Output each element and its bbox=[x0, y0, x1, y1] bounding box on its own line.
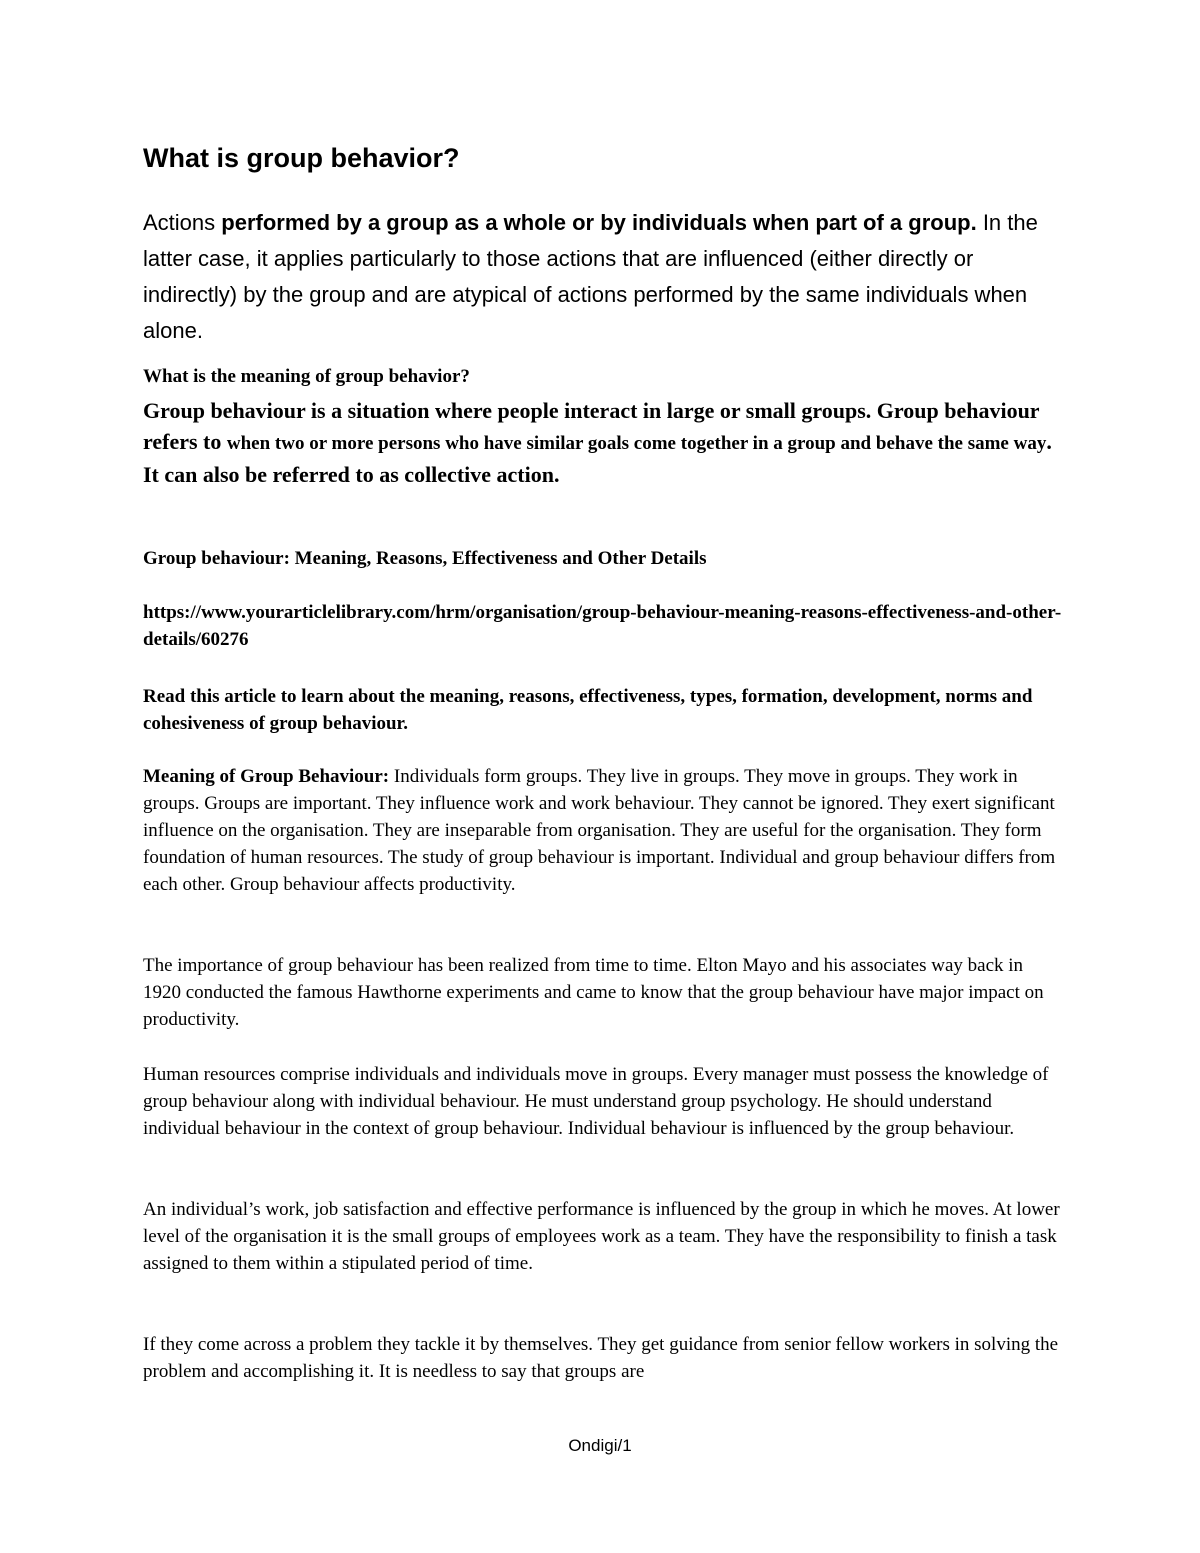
page-footer: Ondigi/1 bbox=[568, 1436, 632, 1455]
meaning-answer bbox=[143, 395, 1073, 490]
meaning-section-text: Individuals form groups. They live in groups. They move in groups. They work in groups. Groups are important. They influence work and work behaviour. They cannot be ignored. They exert significant influence on the organisation. They are inseparable from organisation. They are useful for the organisation. They form foundation of human resources. The study of group behaviour is important. Individual and group behaviour differs from each other. Group behaviour affects productivity. bbox=[143, 766, 1056, 895]
article-url[interactable]: https://www.yourarticlelibrary.com/hrm/organisation/group-behaviour-meaning-reasons-effectiveness-and-other-details/60276 bbox=[143, 602, 1062, 650]
intro-lead: Actions bbox=[143, 210, 222, 235]
meaning-section-label: Meaning of Group Behaviour: bbox=[143, 766, 390, 787]
meaning-answer-part1: Group behaviour is a situation where people interact in large or small groups. Group behaviour refers to bbox=[143, 398, 1040, 454]
intro-bold: performed by a group as a whole or by individuals when part of a group. bbox=[221, 210, 977, 235]
meaning-answer-part2: when two or more persons who have similar goals come together in a group and behave the same way bbox=[226, 433, 1047, 454]
article-summary: Read this article to learn about the meaning, reasons, effectiveness, types, formation, development, norms and cohesiveness of group behaviour. bbox=[143, 686, 1033, 734]
body-paragraph-1: The importance of group behaviour has been realized from time to time. Elton Mayo and his associates way back in 1920 conducted the famous Hawthorne experiments and came to know that the group behaviour have major impact on productivity. bbox=[143, 955, 1044, 1030]
page-title: What is group behavior? bbox=[143, 143, 460, 173]
body-paragraph-2: Human resources comprise individuals and individuals move in groups. Every manager must possess the knowledge of group behaviour along with individual behaviour. He must understand group psychology. He should understand individual behaviour in the context of group behaviour. Individual behaviour is influenced by the group behaviour. bbox=[143, 1064, 1049, 1139]
body-paragraph-4: If they come across a problem they tackle it by themselves. They get guidance from senior fellow workers in solving the problem and accomplishing it. It is needless to say that groups are bbox=[143, 1334, 1059, 1382]
body-paragraph-3: An individual’s work, job satisfaction and effective performance is influenced by the group in which he moves. At lower level of the organisation it is the small groups of employees work as a team. They have the responsibility to finish a task assigned to them within a stipulated period of time. bbox=[143, 1199, 1060, 1274]
meaning-question: What is the meaning of group behavior? bbox=[143, 366, 470, 387]
article-title: Group behaviour: Meaning, Reasons, Effectiveness and Other Details bbox=[143, 548, 707, 569]
meaning-section bbox=[143, 763, 1063, 898]
intro-paragraph bbox=[143, 205, 1073, 349]
intro-rest: In the latter case, it applies particularly to those actions that are influenced (either directly or indirectly) by the group and are atypical of actions performed by the same individuals when alone. bbox=[143, 210, 1038, 343]
meaning-answer-part3: . It can also be referred to as collective action. bbox=[143, 429, 1052, 487]
